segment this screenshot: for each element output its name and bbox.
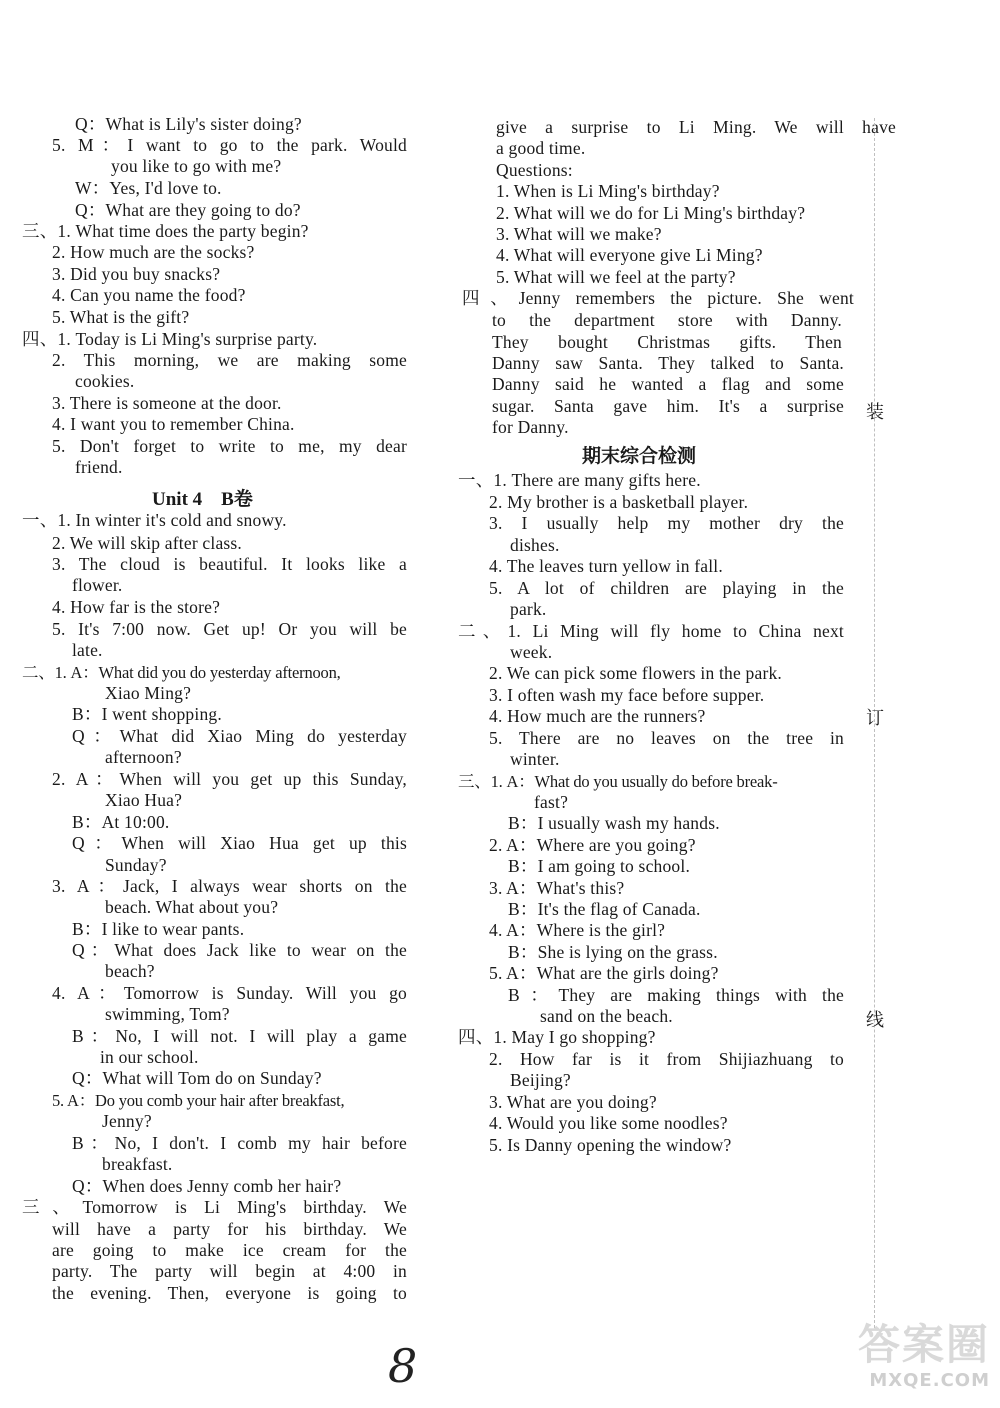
text-line: Xiao Hua? bbox=[105, 790, 183, 810]
text-line: 5. What will we feel at the party? bbox=[496, 267, 736, 287]
text-line: 5. Don't forget to write to me, my dear bbox=[52, 436, 407, 456]
text-line: 3. Did you buy snacks? bbox=[52, 264, 221, 284]
binding-mark-xian: 线 bbox=[866, 1010, 884, 1030]
text-line: for Danny. bbox=[492, 417, 569, 437]
text-line: 5. It's 7:00 now. Get up! Or you will be bbox=[52, 619, 407, 639]
text-line: will have a party for his birthday. We bbox=[52, 1219, 407, 1239]
text-line: 3. I often wash my face before supper. bbox=[489, 685, 765, 705]
text-line: 2. A：When will you get up this Sunday, bbox=[52, 769, 407, 789]
text-line: 5. M：I want to go to the park. Would bbox=[52, 135, 407, 155]
text-line: B：I like to wear pants. bbox=[72, 919, 245, 939]
text-line: B：I am going to school. bbox=[508, 856, 691, 876]
text-line: 4. A：Where is the girl? bbox=[489, 920, 666, 940]
text-line: B：No, I don't. I comb my hair before bbox=[72, 1133, 407, 1153]
text-line: 2. What will we do for Li Ming's birthday? bbox=[496, 203, 806, 223]
text-line: breakfast. bbox=[102, 1154, 173, 1174]
text-line: 5. A：What are the girls doing? bbox=[489, 963, 719, 983]
text-line: 5. A lot of children are playing in the bbox=[489, 578, 844, 598]
text-line: beach. What about you? bbox=[105, 897, 279, 917]
text-line: Danny said he wanted a flag and some bbox=[492, 374, 844, 394]
text-line: Q：What are they going to do? bbox=[75, 200, 301, 220]
text-line: 4. How far is the store? bbox=[52, 597, 221, 617]
text-line: 3. There is someone at the door. bbox=[52, 393, 282, 413]
watermark-url: MXQE.COM bbox=[869, 1370, 990, 1391]
text-line: Q：When will Xiao Hua get up this bbox=[72, 833, 407, 853]
text-line: 2. A：Where are you going? bbox=[489, 835, 696, 855]
text-line: Questions: bbox=[496, 160, 573, 180]
text-line: 四、1. May I go shopping? bbox=[458, 1027, 656, 1047]
text-line: Xiao Ming? bbox=[105, 683, 192, 703]
text-line: 3. A：Jack, I always wear shorts on the bbox=[52, 876, 407, 896]
text-line: 3. What will we make? bbox=[496, 224, 662, 244]
text-line: 1. When is Li Ming's birthday? bbox=[496, 181, 720, 201]
text-line: 2. How far is it from Shijiazhuang to bbox=[489, 1049, 844, 1069]
text-line: 四、1. Today is Li Ming's surprise party. bbox=[22, 329, 318, 349]
text-line: 二、1. A：What did you do yesterday afternoon, bbox=[22, 663, 341, 682]
text-line: Sunday? bbox=[105, 855, 167, 875]
text-line: Danny saw Santa. They talked to Santa. bbox=[492, 353, 844, 373]
text-line: 5. There are no leaves on the tree in bbox=[489, 728, 844, 748]
text-line: B：No, I will not. I will play a game bbox=[72, 1026, 407, 1046]
text-line: They bought Christmas gifts. Then bbox=[492, 332, 842, 352]
text-line: 4. What will everyone give Li Ming? bbox=[496, 245, 763, 265]
text-line: a good time. bbox=[496, 138, 586, 158]
text-line: are going to make ice cream for the bbox=[52, 1240, 407, 1260]
text-line: 4. How much are the runners? bbox=[489, 706, 706, 726]
text-line: 三、1. A：What do you usually do before break- bbox=[458, 772, 778, 791]
text-line: give a surprise to Li Ming. We will have bbox=[496, 117, 896, 137]
text-line: dishes. bbox=[510, 535, 560, 555]
text-line: 5. What is the gift? bbox=[52, 307, 190, 327]
binding-mark-zhuang: 装 bbox=[866, 402, 884, 422]
text-line: 3. The cloud is beautiful. It looks like a bbox=[52, 554, 407, 574]
text-line: B：I usually wash my hands. bbox=[508, 813, 720, 833]
text-line: 3. What are you doing? bbox=[489, 1092, 657, 1112]
text-line: 4. The leaves turn yellow in fall. bbox=[489, 556, 723, 576]
text-line: the evening. Then, everyone is going to bbox=[52, 1283, 407, 1303]
watermark-text: 答案圈 bbox=[857, 1320, 990, 1369]
text-line: 2. We will skip after class. bbox=[52, 533, 243, 553]
text-line: 一、1. There are many gifts here. bbox=[458, 470, 701, 490]
text-line: 四、Jenny remembers the picture. She went bbox=[462, 288, 854, 308]
text-line: Jenny? bbox=[102, 1111, 152, 1131]
text-line: cookies. bbox=[75, 371, 135, 391]
text-line: 二、1. Li Ming will fly home to China next bbox=[458, 621, 844, 641]
text-line: 4. I want you to remember China. bbox=[52, 414, 295, 434]
text-line: 5. Is Danny opening the window? bbox=[489, 1135, 732, 1155]
text-line: friend. bbox=[75, 457, 123, 477]
text-line: winter. bbox=[510, 749, 560, 769]
text-line: Q：What will Tom do on Sunday? bbox=[72, 1068, 322, 1088]
text-line: B：They are making things with the bbox=[508, 985, 844, 1005]
text-line: 2. We can pick some flowers in the park. bbox=[489, 663, 782, 683]
text-line: B：It's the flag of Canada. bbox=[508, 899, 701, 919]
page-number: 8 bbox=[388, 1339, 418, 1393]
text-line: you like to go with me? bbox=[111, 156, 282, 176]
text-line: 4. A：Tomorrow is Sunday. Will you go bbox=[52, 983, 407, 1003]
text-line: B：She is lying on the grass. bbox=[508, 942, 718, 962]
text-line: 3. I usually help my mother dry the bbox=[489, 513, 844, 533]
text-line: 一、1. In winter it's cold and snowy. bbox=[22, 510, 287, 530]
text-line: sugar. Santa gave him. It's a surprise bbox=[492, 396, 844, 416]
text-line: 2. My brother is a basketball player. bbox=[489, 492, 749, 512]
text-line: Q：What did Xiao Ming do yesterday bbox=[72, 726, 407, 746]
text-line: party. The party will begin at 4:00 in bbox=[52, 1261, 407, 1281]
unit-heading: Unit 4 B卷 bbox=[152, 489, 253, 510]
text-line: flower. bbox=[72, 575, 123, 595]
text-line: to the department store with Danny. bbox=[492, 310, 842, 330]
text-line: Beijing? bbox=[510, 1070, 571, 1090]
text-line: sand on the beach. bbox=[540, 1006, 673, 1026]
text-line: beach? bbox=[105, 961, 155, 981]
text-line: 2. How much are the socks? bbox=[52, 242, 255, 262]
text-line: late. bbox=[72, 640, 103, 660]
text-line: park. bbox=[510, 599, 547, 619]
text-line: B：I went shopping. bbox=[72, 704, 222, 724]
text-line: W：Yes, I'd love to. bbox=[75, 178, 222, 198]
text-line: week. bbox=[510, 642, 553, 662]
text-line: in our school. bbox=[100, 1047, 199, 1067]
binding-mark-ding: 订 bbox=[866, 708, 884, 728]
text-line: swimming, Tom? bbox=[105, 1004, 230, 1024]
text-line: 三、Tomorrow is Li Ming's birthday. We bbox=[22, 1197, 407, 1217]
text-line: Q：What is Lily's sister doing? bbox=[75, 114, 302, 134]
watermark-logo bbox=[840, 1312, 990, 1398]
text-line: 3. A：What's this? bbox=[489, 878, 625, 898]
text-line: Q：What does Jack like to wear on the bbox=[72, 940, 407, 960]
text-line: 三、1. What time does the party begin? bbox=[22, 221, 309, 241]
text-line: B：At 10:00. bbox=[72, 812, 170, 832]
text-line: 2. This morning, we are making some bbox=[52, 350, 407, 370]
text-line: 4. Can you name the food? bbox=[52, 285, 246, 305]
final-exam-heading: 期末综合检测 bbox=[582, 445, 697, 467]
text-line: Q：When does Jenny comb her hair? bbox=[72, 1176, 342, 1196]
text-line: afternoon? bbox=[105, 747, 182, 767]
text-line: fast? bbox=[534, 792, 569, 812]
text-line: 5. A：Do you comb your hair after breakfast, bbox=[52, 1091, 345, 1110]
text-line: 4. Would you like some noodles? bbox=[489, 1113, 728, 1133]
